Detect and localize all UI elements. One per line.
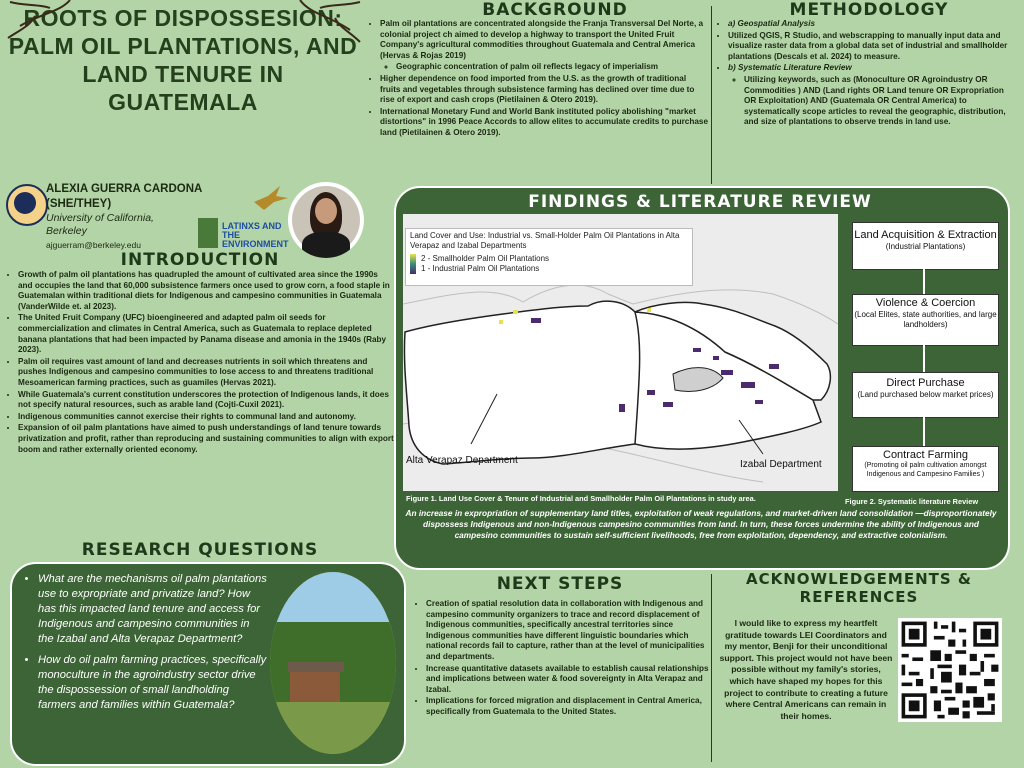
flow-arrow: [923, 344, 925, 372]
methodology-heading: METHODOLOGY: [789, 0, 949, 20]
acknowledgements-text: I would like to express my heartfelt gratitude towards LEI Coordinators and my mentor, Benji for their unconditional support. This project would not have been possible without my family's stories, which have shaped my hopes for this project to contribute to creating a future where Central Americans can remain in their homes.: [719, 618, 893, 721]
intro-item: • Palm oil requires vast amount of land and decreases nutrients in soil which threatens and pushes Indigenous and campesino communities to lose access to and threatens traditional Mesoamerican farming practices, such as guamiles (Hervas 2021).: [18, 357, 394, 389]
background-heading: BACKGROUND: [482, 0, 628, 20]
author-name: ALEXIA GUERRA CARDONA: [46, 183, 203, 195]
flow-step-direct-purchase: Direct Purchase (Land purchased below market prices): [852, 372, 999, 418]
background-subitem: ◦ Geographic concentration of palm oil reflects legacy of imperialism: [396, 62, 708, 73]
figure-2-caption: Figure 2. Systematic literature Review: [845, 497, 979, 506]
author-affiliation: University of California, Berkeley: [46, 212, 154, 237]
next-step-item: • Increase quantitative datasets available to establish causal relationships and implications between water & food sovereignty in Alta Verapaz and Izabal.: [426, 664, 712, 696]
intro-item: • While Guatemala's current constitution underscores the protection of Indigenous lands, it does not specify natural resources, such as arable land (Cojti-Cuxil 2021).: [18, 390, 394, 411]
intro-item: • Growth of palm oil plantations has quadrupled the amount of cultivated area since the 1990s and occupies the land that 60,000 subsistence farmers once used to grow corn, a food staple in Guatemalan within traditional diets for Indigenous and campesino communities in Guatemala (VanderWilde et. al 2023).: [18, 270, 394, 312]
background-item: • Higher dependence on food imported from the U.S. as the growth of traditional fruits and vegetables through subsistence farming has declined over time due to rise of export and cash crops (Pietilainen & Otero 2019).: [380, 74, 708, 106]
village-photo: [270, 572, 396, 754]
research-questions-panel: [10, 562, 406, 766]
legend-color-ramp: [410, 254, 416, 274]
next-step-item: • Implications for forced migration and displacement in Central America, specifically from Guatemala to the United States.: [426, 696, 712, 717]
legend-industrial: 1 - Industrial Palm Oil Plantations: [421, 264, 540, 273]
background-item: • International Monetary Fund and World Bank instituted policy abolishing "market distortions" in 1996 Peace Accords to allow elites to accumulate credits to purchase land (Pietilainen & Otero 2019).: [380, 107, 708, 139]
research-question-1: • What are the mechanisms oil palm plantations use to expropriate and privatize land? How has this impacted land tenure and access for Indigenous and campesino communities in the Izabal and Alta Verapaz Department?: [38, 572, 268, 647]
author-pronouns: (SHE/THEY): [46, 198, 112, 210]
logo-building-icon: [198, 218, 218, 248]
next-step-item: • Creation of spatial resolution data in collaboration with Indigenous and campesino community organizers to trace and record displacement of Indigenous communities, specifically ancestral territories since Indigenous communities have different linguistic boundaries which national records fail to capture, rather than at the level of municipalities and departments.: [426, 599, 712, 663]
roots-right-decoration: [290, 0, 365, 45]
roots-left-decoration: [0, 0, 90, 40]
map-legend: [405, 228, 693, 286]
university-seal-icon: [6, 184, 48, 226]
method-a-label: • a) Geospatial Analysis: [728, 19, 1018, 30]
author-email: ajguerram@berkeley.edu: [46, 240, 141, 250]
alta-verapaz-label: Alta Verapaz Department: [406, 455, 518, 466]
flow-step-violence: Violence & Coercion (Local Elites, state authorities, and large landholders): [852, 294, 999, 346]
intro-item: • Indigenous communities cannot exercise their rights to communal land and autonomy.: [18, 412, 394, 423]
method-b-label: • b) Systematic Literature Review: [728, 63, 1018, 74]
findings-heading: FINDINGS & LITERATURE REVIEW: [528, 192, 872, 212]
author-photo: [288, 182, 364, 258]
method-a-text: • Utilized QGIS, R Studio, and webscrapping to manually input data and visualize raster data from a global data set of industrial and smallholder plantations (Descals et al. 2024) to measure.: [728, 31, 1018, 63]
introduction-body: [6, 270, 394, 456]
research-questions-list: [28, 572, 268, 714]
research-questions-heading: RESEARCH QUESTIONS: [81, 540, 319, 560]
latinxs-logo-text: LATINXS AND THE ENVIRONMENT: [222, 221, 289, 249]
intro-item: • Expansion of oil palm plantations have aimed to push understandings of land tenure towards privatization and profit, rather than reproducing and sustaining communities to align with export boom and rather externally oriented economy.: [18, 423, 394, 455]
intro-item: • The United Fruit Company (UFC) bioengineered and adapted palm oil seeds for commercialization and climates in Central America, such as Guatemala to replace depleted banana plantations that had been impacted by Panama disease and amonia in the 1940s (Raby 2023).: [18, 313, 394, 355]
acknowledgements-heading: ACKNOWLEDGEMENTS & REFERENCES: [746, 570, 972, 606]
introduction-heading: INTRODUCTION: [120, 250, 280, 270]
izabal-label: Izabal Department: [740, 459, 822, 470]
legend-smallholder: 2 - Smallholder Palm Oil Plantations: [421, 254, 550, 263]
qr-code-icon: [898, 618, 1002, 722]
poster-title: ROOTS OF DISPOSSESION: PALM OIL PLANTATIONS, AND LAND TENURE IN GUATEMALA: [8, 5, 358, 115]
qr-code[interactable]: [898, 618, 1002, 722]
next-steps-body: [414, 599, 712, 719]
figure-1-caption: Figure 1. Land Use Cover & Tenure of Industrial and Smallholder Palm Oil Plantations in study area.: [406, 494, 756, 503]
column-divider: [711, 6, 712, 184]
hummingbird-icon: [250, 182, 290, 214]
flow-step-contract-farming: Contract Farming (Promoting oil palm cultivation amongst Indigenous and Campesino Families ): [852, 446, 999, 492]
methodology-body: [716, 19, 1018, 129]
background-item: • Palm oil plantations are concentrated alongside the Franja Transversal Del Norte, a colonial project ch aimed to develop a highway to transport the United Fruit Company's agricultural commodities throughout Guatemala and Central America (Hervas & Rojas 2019): [380, 19, 708, 61]
column-divider: [711, 574, 712, 762]
flow-arrow: [923, 416, 925, 446]
research-question-2: • How do oil palm farming practices, specifically monoculture in the agroindustry sector drive the dispossession of small landholding farmers and families within Guatemala?: [38, 653, 268, 713]
flow-step-land-acquisition: Land Acquisition & Extraction (Industrial Plantations): [852, 222, 999, 270]
map-title: Land Cover and Use: Industrial vs. Small-Holder Palm Oil Plantations in Alta Verapaz and Izabal Departments: [410, 231, 680, 250]
findings-summary: An increase in expropriation of supplementary land titles, exploitation of weak regulations, and market-driven land consolidation —disproportionately dispossess Indigenous and non-Indigenous campesino communities from land. In turn, these forces undermine the ability of Indigenous and campesino communities to sustain self-sufficient livelihoods, free from exploitation, dependency, and extractive colonialism.: [405, 508, 997, 541]
next-steps-heading: NEXT STEPS: [496, 574, 624, 594]
method-b-text: ◦ Utilizing keywords, such as (Monoculture OR Agroindustry OR Commodities ) AND (Land rights OR Land tenure OR Expropriation OR Exploitation) AND (Guatemala OR Central America) to systematically scope articles to reveal the geographic, distribution, and size of plantations to observe trends in land use.: [744, 75, 1018, 128]
flow-arrow: [923, 268, 925, 294]
background-body: [368, 19, 708, 140]
